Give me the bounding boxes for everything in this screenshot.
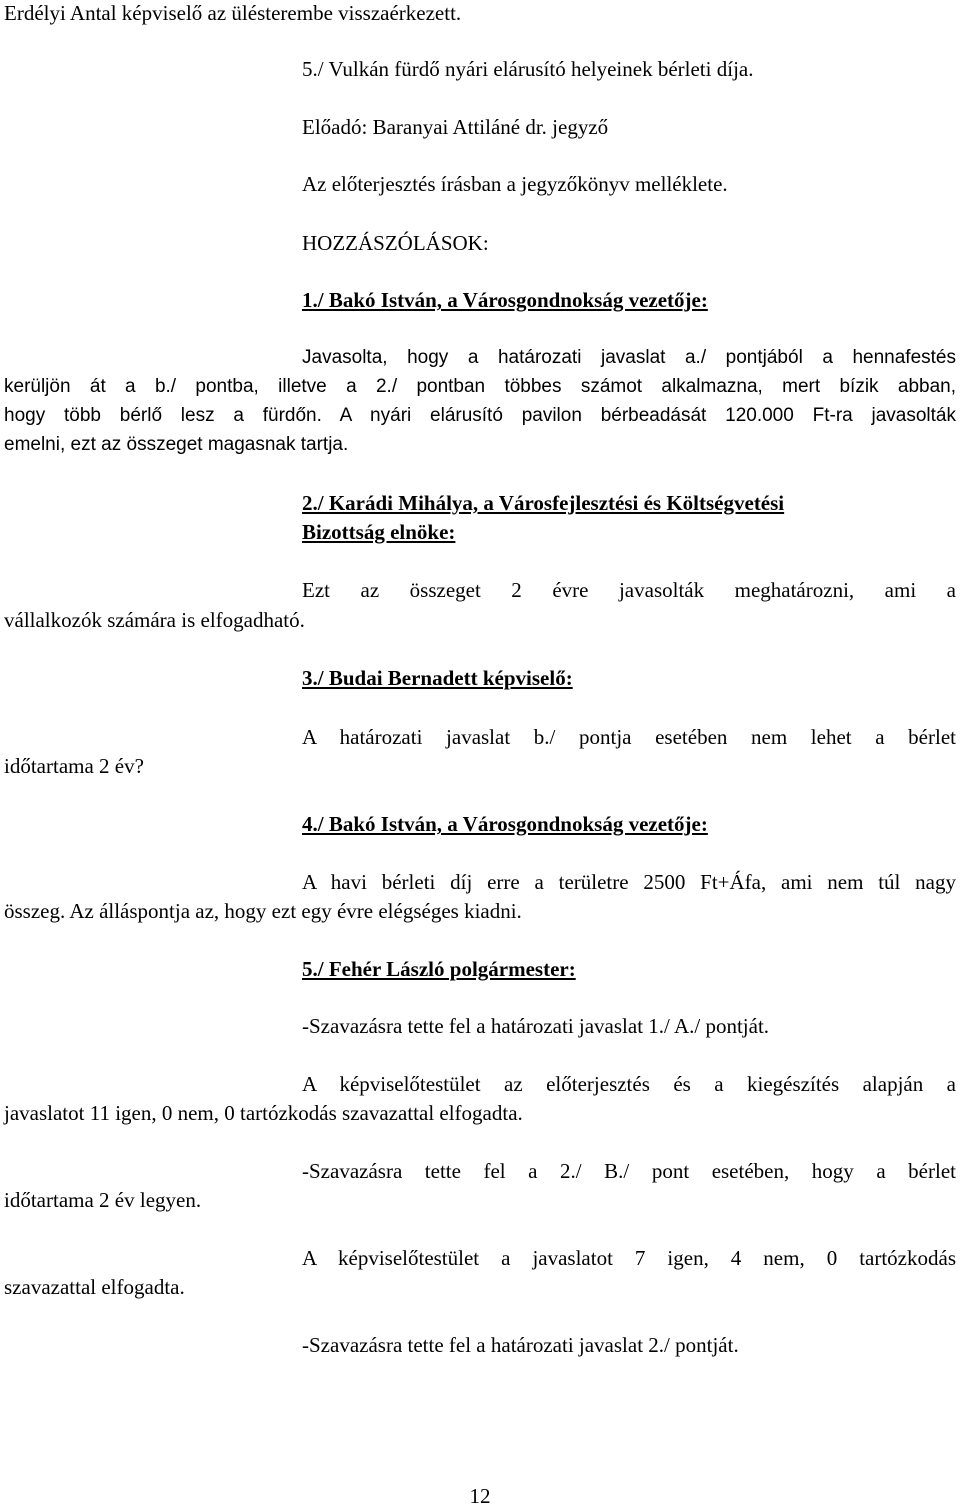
vote-1-motion: -Szavazásra tette fel a határozati javaslat 1./ A./ pontját. xyxy=(302,1014,770,1038)
vote-2-motion-line-2: időtartama 2 év legyen. xyxy=(4,1188,202,1212)
page-number: 12 xyxy=(469,1484,491,1508)
comments-heading: HOZZÁSZÓLÁSOK: xyxy=(302,231,489,255)
speaker-heading-2-line-2: Bizottság elnöke: xyxy=(302,520,456,544)
speaker-heading-2-line-1: 2./ Karádi Mihálya, a Városfejlesztési és Költségvetési xyxy=(302,491,785,515)
speech-3-line-1: A határozati javaslat b./ pontja esetében nem lehet a bérlet xyxy=(302,725,956,749)
agenda-item-title: 5./ Vulkán fürdő nyári elárusító helyeinek bérleti díja. xyxy=(302,57,754,81)
speaker-heading-5: 5./ Fehér László polgármester: xyxy=(302,957,576,981)
speech-3-line-2: időtartama 2 év? xyxy=(4,754,144,778)
speaker-heading-4: 4./ Bakó István, a Városgondnokság vezetője: xyxy=(302,812,708,836)
speaker-heading-1: 1./ Bakó István, a Városgondnokság vezetője: xyxy=(302,288,708,312)
speech-2-line-1: Ezt az összeget 2 évre javasolták meghatározni, ami a xyxy=(302,578,956,602)
speaker-heading-3: 3./ Budai Bernadett képviselő: xyxy=(302,666,573,690)
vote-3-motion: -Szavazásra tette fel a határozati javaslat 2./ pontját. xyxy=(302,1333,739,1357)
attachment-note: Az előterjesztés írásban a jegyzőkönyv melléklete. xyxy=(302,172,728,196)
vote-2-result-line-2: szavazattal elfogadta. xyxy=(4,1275,185,1299)
return-note: Erdélyi Antal képviselő az ülésterembe visszaérkezett. xyxy=(4,1,462,25)
speech-1-line-1: Javasolta, hogy a határozati javaslat a./ pontjából a hennafestés xyxy=(302,347,956,368)
vote-1-result-line-1: A képviselőtestület az előterjesztés és a kiegészítés alapján a xyxy=(302,1072,956,1096)
vote-2-result-line-1: A képviselőtestület a javaslatot 7 igen, 4 nem, 0 tartózkodás xyxy=(302,1246,956,1270)
speech-1-line-3: hogy több bérlő lesz a fürdőn. A nyári elárusító pavilon bérbeadását 120.000 Ft-ra javasolták xyxy=(4,405,956,426)
vote-1-result-line-2: javaslatot 11 igen, 0 nem, 0 tartózkodás szavazattal elfogadta. xyxy=(4,1101,523,1125)
speech-1-line-2: kerüljön át a b./ pontba, illetve a 2./ pontban többes számot alkalmazna, mert bízik abban, xyxy=(4,376,956,397)
speech-4-line-2: összeg. Az álláspontja az, hogy ezt egy évre elégséges kiadni. xyxy=(4,899,522,923)
speech-1-line-4: emelni, ezt az összeget magasnak tartja. xyxy=(4,434,349,455)
presenter-line: Előadó: Baranyai Attiláné dr. jegyző xyxy=(302,115,609,139)
speech-2-line-2: vállalkozók számára is elfogadható. xyxy=(4,608,305,632)
vote-2-motion-line-1: -Szavazásra tette fel a 2./ B./ pont esetében, hogy a bérlet xyxy=(302,1159,956,1183)
speech-4-line-1: A havi bérleti díj erre a területre 2500 Ft+Áfa, ami nem túl nagy xyxy=(302,870,956,894)
